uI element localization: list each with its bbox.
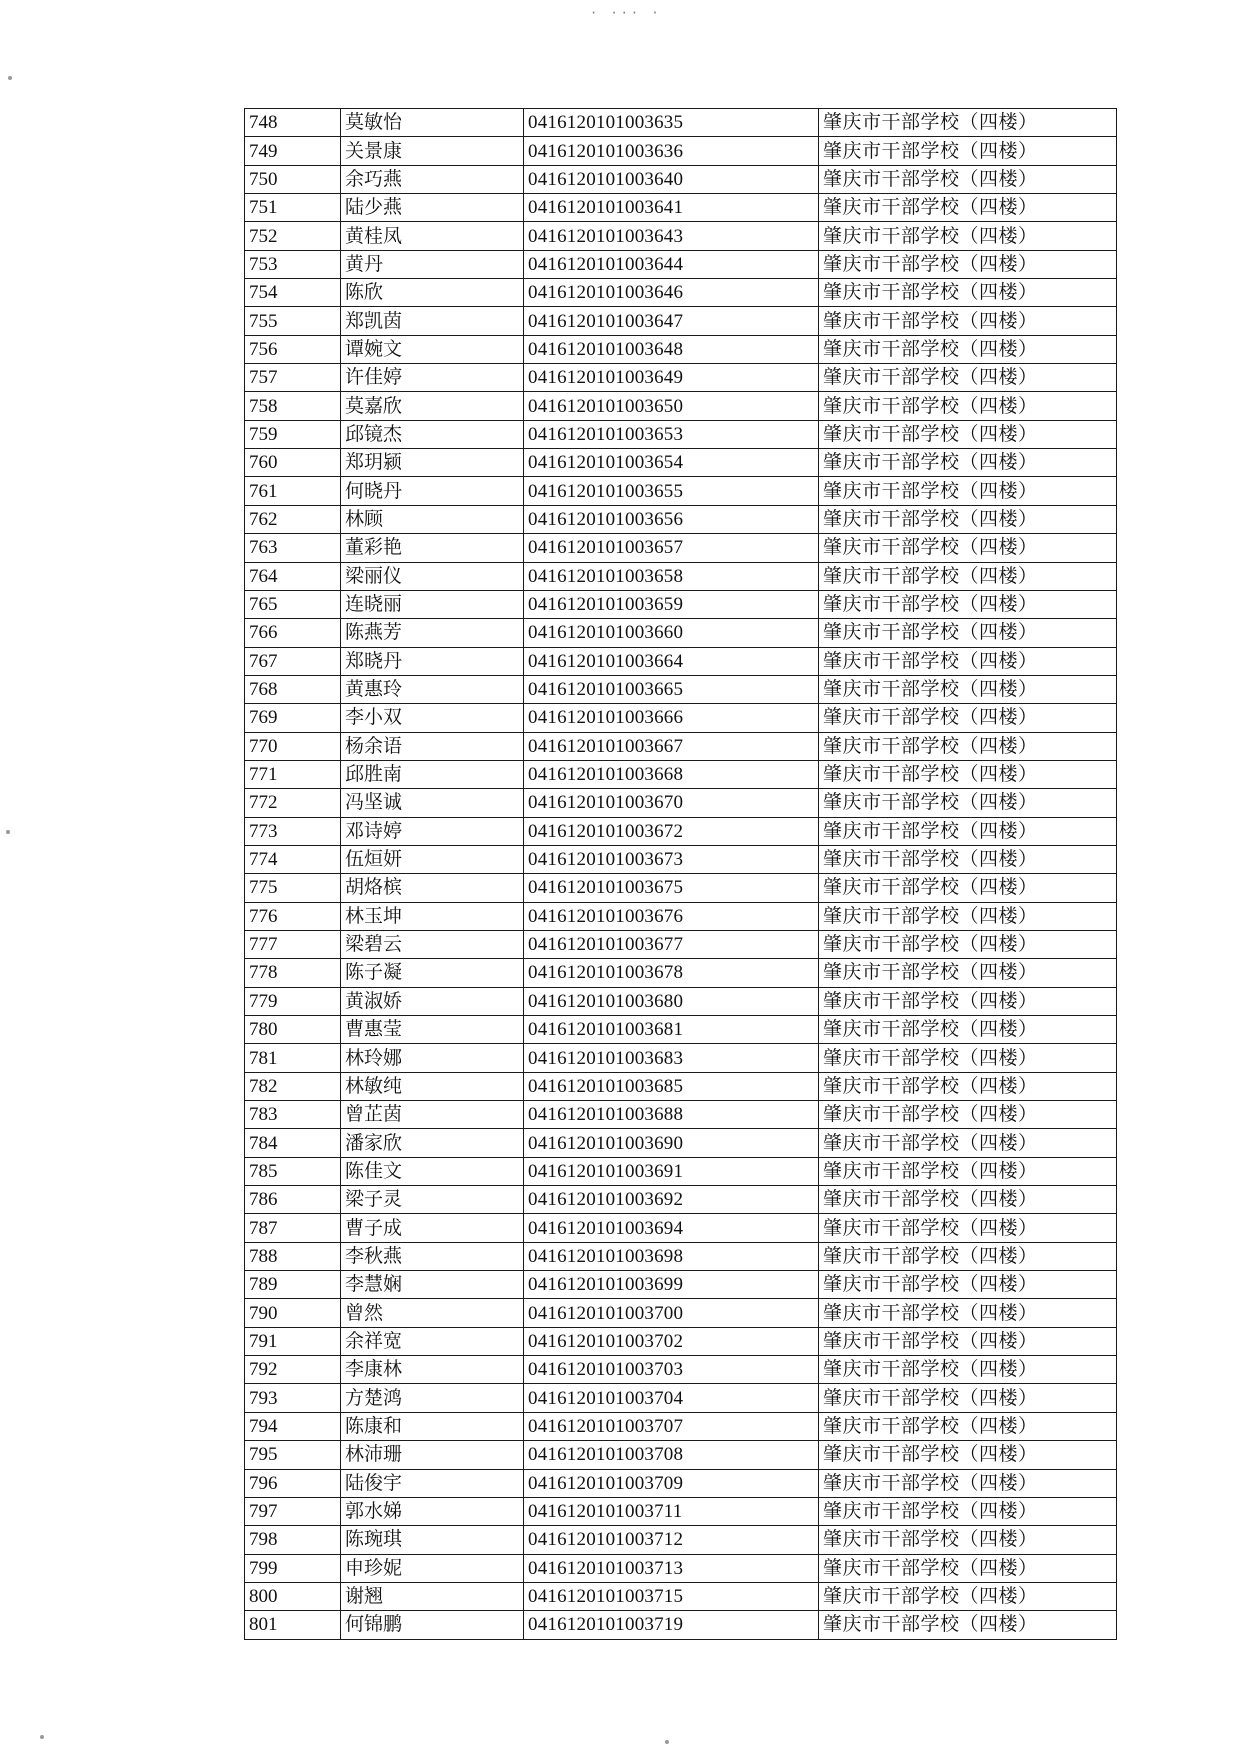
- exam-id: 0416120101003665: [524, 675, 819, 703]
- exam-id: 0416120101003657: [524, 534, 819, 562]
- table-row: [245, 1214, 1117, 1242]
- exam-id: 0416120101003654: [524, 449, 819, 477]
- candidate-name: 潘家欣: [341, 1129, 524, 1157]
- exam-site: 肇庆市干部学校（四楼）: [819, 930, 1117, 958]
- exam-site: 肇庆市干部学校（四楼）: [819, 590, 1117, 618]
- exam-id: 0416120101003664: [524, 647, 819, 675]
- row-number: 775: [245, 874, 341, 902]
- row-number: 788: [245, 1242, 341, 1270]
- candidate-name: 陆少燕: [341, 194, 524, 222]
- table-row: [245, 1186, 1117, 1214]
- table-row: [245, 222, 1117, 250]
- candidate-name: 郑玥颍: [341, 449, 524, 477]
- table-row: [245, 1611, 1117, 1639]
- row-number: 797: [245, 1497, 341, 1525]
- exam-site: 肇庆市干部学校（四楼）: [819, 194, 1117, 222]
- exam-id: 0416120101003667: [524, 732, 819, 760]
- exam-id: 0416120101003715: [524, 1582, 819, 1610]
- table-row: [245, 1242, 1117, 1270]
- exam-site: 肇庆市干部学校（四楼）: [819, 109, 1117, 137]
- exam-id: 0416120101003708: [524, 1441, 819, 1469]
- exam-id: 0416120101003673: [524, 845, 819, 873]
- candidate-name: 许佳婷: [341, 364, 524, 392]
- row-number: 758: [245, 392, 341, 420]
- exam-id: 0416120101003703: [524, 1356, 819, 1384]
- candidate-name: 冯坚诚: [341, 789, 524, 817]
- row-number: 764: [245, 562, 341, 590]
- table-row: [245, 1271, 1117, 1299]
- table-row: [245, 562, 1117, 590]
- exam-site: 肇庆市干部学校（四楼）: [819, 534, 1117, 562]
- exam-id: 0416120101003712: [524, 1526, 819, 1554]
- table-row: [245, 279, 1117, 307]
- exam-site: 肇庆市干部学校（四楼）: [819, 1554, 1117, 1582]
- scan-speck: [8, 76, 12, 80]
- exam-site: 肇庆市干部学校（四楼）: [819, 1611, 1117, 1639]
- table-row: [245, 137, 1117, 165]
- exam-site: 肇庆市干部学校（四楼）: [819, 1327, 1117, 1355]
- table-row: [245, 307, 1117, 335]
- row-number: 790: [245, 1299, 341, 1327]
- row-number: 796: [245, 1469, 341, 1497]
- exam-id: 0416120101003641: [524, 194, 819, 222]
- row-number: 759: [245, 420, 341, 448]
- table-row: [245, 1129, 1117, 1157]
- table-row: [245, 1327, 1117, 1355]
- exam-id: 0416120101003659: [524, 590, 819, 618]
- row-number: 767: [245, 647, 341, 675]
- candidate-name: 连晓丽: [341, 590, 524, 618]
- table-row: [245, 902, 1117, 930]
- candidate-name: 陈欣: [341, 279, 524, 307]
- exam-id: 0416120101003698: [524, 1242, 819, 1270]
- candidate-name: 梁丽仪: [341, 562, 524, 590]
- candidate-name: 曾然: [341, 1299, 524, 1327]
- candidate-name: 陆俊宇: [341, 1469, 524, 1497]
- candidate-name: 余祥宽: [341, 1327, 524, 1355]
- table-row: [245, 704, 1117, 732]
- exam-id: 0416120101003668: [524, 760, 819, 788]
- table-row: [245, 109, 1117, 137]
- row-number: 779: [245, 987, 341, 1015]
- candidate-name: 何锦鹏: [341, 1611, 524, 1639]
- exam-site: 肇庆市干部学校（四楼）: [819, 1271, 1117, 1299]
- row-number: 782: [245, 1072, 341, 1100]
- table-row: [245, 930, 1117, 958]
- exam-id: 0416120101003670: [524, 789, 819, 817]
- candidate-name: 谢翘: [341, 1582, 524, 1610]
- exam-site: 肇庆市干部学校（四楼）: [819, 1157, 1117, 1185]
- exam-id: 0416120101003690: [524, 1129, 819, 1157]
- row-number: 753: [245, 250, 341, 278]
- row-number: 773: [245, 817, 341, 845]
- candidate-name: 杨余语: [341, 732, 524, 760]
- exam-id: 0416120101003672: [524, 817, 819, 845]
- exam-site: 肇庆市干部学校（四楼）: [819, 704, 1117, 732]
- exam-site: 肇庆市干部学校（四楼）: [819, 1072, 1117, 1100]
- exam-site: 肇庆市干部学校（四楼）: [819, 760, 1117, 788]
- table-row: [245, 420, 1117, 448]
- row-number: 795: [245, 1441, 341, 1469]
- row-number: 792: [245, 1356, 341, 1384]
- exam-site: 肇庆市干部学校（四楼）: [819, 477, 1117, 505]
- exam-site: 肇庆市干部学校（四楼）: [819, 562, 1117, 590]
- row-number: 784: [245, 1129, 341, 1157]
- row-number: 772: [245, 789, 341, 817]
- candidate-name: 关景康: [341, 137, 524, 165]
- row-number: 748: [245, 109, 341, 137]
- exam-id: 0416120101003650: [524, 392, 819, 420]
- candidate-name: 林沛珊: [341, 1441, 524, 1469]
- exam-id: 0416120101003653: [524, 420, 819, 448]
- exam-site: 肇庆市干部学校（四楼）: [819, 335, 1117, 363]
- row-number: 757: [245, 364, 341, 392]
- table-row: [245, 647, 1117, 675]
- candidate-name: 林顾: [341, 505, 524, 533]
- exam-id: 0416120101003699: [524, 1271, 819, 1299]
- exam-site: 肇庆市干部学校（四楼）: [819, 1356, 1117, 1384]
- row-number: 754: [245, 279, 341, 307]
- candidate-name: 谭婉文: [341, 335, 524, 363]
- row-number: 762: [245, 505, 341, 533]
- exam-id: 0416120101003694: [524, 1214, 819, 1242]
- table-row: [245, 1441, 1117, 1469]
- exam-site: 肇庆市干部学校（四楼）: [819, 902, 1117, 930]
- candidate-name: 陈康和: [341, 1412, 524, 1440]
- table-row: [245, 534, 1117, 562]
- exam-site: 肇庆市干部学校（四楼）: [819, 420, 1117, 448]
- row-number: 789: [245, 1271, 341, 1299]
- table-row: [245, 1469, 1117, 1497]
- exam-id: 0416120101003677: [524, 930, 819, 958]
- row-number: 760: [245, 449, 341, 477]
- candidate-name: 林玲娜: [341, 1044, 524, 1072]
- exam-site: 肇庆市干部学校（四楼）: [819, 1044, 1117, 1072]
- table-row: [245, 392, 1117, 420]
- row-number: 770: [245, 732, 341, 760]
- exam-id: 0416120101003685: [524, 1072, 819, 1100]
- table-row: [245, 1016, 1117, 1044]
- exam-site: 肇庆市干部学校（四楼）: [819, 619, 1117, 647]
- candidate-name: 黄丹: [341, 250, 524, 278]
- exam-site: 肇庆市干部学校（四楼）: [819, 789, 1117, 817]
- table-row: [245, 1554, 1117, 1582]
- exam-site: 肇庆市干部学校（四楼）: [819, 364, 1117, 392]
- row-number: 751: [245, 194, 341, 222]
- candidate-name: 陈子凝: [341, 959, 524, 987]
- table-row: [245, 250, 1117, 278]
- candidate-name: 黄淑娇: [341, 987, 524, 1015]
- row-number: 800: [245, 1582, 341, 1610]
- row-number: 763: [245, 534, 341, 562]
- table-row: [245, 789, 1117, 817]
- table-row: [245, 959, 1117, 987]
- table-row: [245, 1526, 1117, 1554]
- exam-site: 肇庆市干部学校（四楼）: [819, 1242, 1117, 1270]
- table-row: [245, 1582, 1117, 1610]
- roster-body: [245, 109, 1117, 1640]
- table-row: [245, 1497, 1117, 1525]
- scan-speck: [665, 1740, 669, 1744]
- row-number: 750: [245, 165, 341, 193]
- row-number: 786: [245, 1186, 341, 1214]
- row-number: 766: [245, 619, 341, 647]
- candidate-name: 曹惠莹: [341, 1016, 524, 1044]
- exam-site: 肇庆市干部学校（四楼）: [819, 392, 1117, 420]
- table-row: [245, 1157, 1117, 1185]
- table-row: [245, 675, 1117, 703]
- exam-site: 肇庆市干部学校（四楼）: [819, 1526, 1117, 1554]
- exam-site: 肇庆市干部学校（四楼）: [819, 165, 1117, 193]
- candidate-name: 李秋燕: [341, 1242, 524, 1270]
- exam-id: 0416120101003711: [524, 1497, 819, 1525]
- exam-site: 肇庆市干部学校（四楼）: [819, 675, 1117, 703]
- candidate-name: 邓诗婷: [341, 817, 524, 845]
- exam-site: 肇庆市干部学校（四楼）: [819, 732, 1117, 760]
- table-row: [245, 1299, 1117, 1327]
- exam-id: 0416120101003683: [524, 1044, 819, 1072]
- row-number: 756: [245, 335, 341, 363]
- table-row: [245, 817, 1117, 845]
- exam-site: 肇庆市干部学校（四楼）: [819, 1412, 1117, 1440]
- row-number: 776: [245, 902, 341, 930]
- table-row: [245, 874, 1117, 902]
- table-row: [245, 1072, 1117, 1100]
- exam-id: 0416120101003649: [524, 364, 819, 392]
- exam-id: 0416120101003707: [524, 1412, 819, 1440]
- exam-id: 0416120101003691: [524, 1157, 819, 1185]
- exam-site: 肇庆市干部学校（四楼）: [819, 959, 1117, 987]
- exam-site: 肇庆市干部学校（四楼）: [819, 1441, 1117, 1469]
- table-row: [245, 505, 1117, 533]
- exam-id: 0416120101003678: [524, 959, 819, 987]
- table-row: [245, 1412, 1117, 1440]
- exam-site: 肇庆市干部学校（四楼）: [819, 987, 1117, 1015]
- candidate-name: 黄惠玲: [341, 675, 524, 703]
- exam-site: 肇庆市干部学校（四楼）: [819, 137, 1117, 165]
- exam-id: 0416120101003660: [524, 619, 819, 647]
- candidate-name: 董彩艳: [341, 534, 524, 562]
- candidate-name: 伍烜妍: [341, 845, 524, 873]
- candidate-name: 陈佳文: [341, 1157, 524, 1185]
- row-number: 769: [245, 704, 341, 732]
- row-number: 793: [245, 1384, 341, 1412]
- candidate-name: 郭水娣: [341, 1497, 524, 1525]
- exam-site: 肇庆市干部学校（四楼）: [819, 222, 1117, 250]
- exam-site: 肇庆市干部学校（四楼）: [819, 1582, 1117, 1610]
- candidate-name: 李慧娴: [341, 1271, 524, 1299]
- row-number: 761: [245, 477, 341, 505]
- row-number: 794: [245, 1412, 341, 1440]
- exam-id: 0416120101003640: [524, 165, 819, 193]
- candidate-name: 李康林: [341, 1356, 524, 1384]
- scan-speck: [40, 1735, 44, 1739]
- candidate-name: 陈琬琪: [341, 1526, 524, 1554]
- exam-id: 0416120101003719: [524, 1611, 819, 1639]
- exam-site: 肇庆市干部学校（四楼）: [819, 505, 1117, 533]
- candidate-name: 李小双: [341, 704, 524, 732]
- row-number: 777: [245, 930, 341, 958]
- exam-id: 0416120101003692: [524, 1186, 819, 1214]
- exam-id: 0416120101003688: [524, 1101, 819, 1129]
- table-row: [245, 1384, 1117, 1412]
- scan-artifact-top: · ··· ·: [590, 6, 662, 20]
- exam-id: 0416120101003681: [524, 1016, 819, 1044]
- exam-id: 0416120101003709: [524, 1469, 819, 1497]
- exam-id: 0416120101003655: [524, 477, 819, 505]
- exam-site: 肇庆市干部学校（四楼）: [819, 1016, 1117, 1044]
- candidate-name: 邱镜杰: [341, 420, 524, 448]
- row-number: 778: [245, 959, 341, 987]
- exam-roster-table: [244, 108, 1117, 1640]
- row-number: 780: [245, 1016, 341, 1044]
- row-number: 755: [245, 307, 341, 335]
- candidate-name: 申珍妮: [341, 1554, 524, 1582]
- exam-id: 0416120101003635: [524, 109, 819, 137]
- exam-site: 肇庆市干部学校（四楼）: [819, 449, 1117, 477]
- exam-site: 肇庆市干部学校（四楼）: [819, 1299, 1117, 1327]
- roster-page: [244, 108, 1116, 1640]
- scan-speck: [6, 830, 10, 834]
- row-number: 771: [245, 760, 341, 788]
- table-row: [245, 732, 1117, 760]
- exam-id: 0416120101003666: [524, 704, 819, 732]
- candidate-name: 梁子灵: [341, 1186, 524, 1214]
- exam-id: 0416120101003680: [524, 987, 819, 1015]
- exam-site: 肇庆市干部学校（四楼）: [819, 1214, 1117, 1242]
- exam-id: 0416120101003704: [524, 1384, 819, 1412]
- exam-id: 0416120101003675: [524, 874, 819, 902]
- table-row: [245, 335, 1117, 363]
- candidate-name: 黄桂凤: [341, 222, 524, 250]
- table-row: [245, 619, 1117, 647]
- candidate-name: 莫嘉欣: [341, 392, 524, 420]
- exam-site: 肇庆市干部学校（四楼）: [819, 874, 1117, 902]
- candidate-name: 方楚鸿: [341, 1384, 524, 1412]
- candidate-name: 邱胜南: [341, 760, 524, 788]
- row-number: 799: [245, 1554, 341, 1582]
- exam-site: 肇庆市干部学校（四楼）: [819, 817, 1117, 845]
- exam-site: 肇庆市干部学校（四楼）: [819, 647, 1117, 675]
- row-number: 801: [245, 1611, 341, 1639]
- table-row: [245, 165, 1117, 193]
- candidate-name: 陈燕芳: [341, 619, 524, 647]
- row-number: 787: [245, 1214, 341, 1242]
- table-row: [245, 760, 1117, 788]
- row-number: 774: [245, 845, 341, 873]
- row-number: 783: [245, 1101, 341, 1129]
- table-row: [245, 364, 1117, 392]
- row-number: 768: [245, 675, 341, 703]
- exam-id: 0416120101003643: [524, 222, 819, 250]
- row-number: 798: [245, 1526, 341, 1554]
- table-row: [245, 449, 1117, 477]
- table-row: [245, 1356, 1117, 1384]
- exam-id: 0416120101003644: [524, 250, 819, 278]
- candidate-name: 曹子成: [341, 1214, 524, 1242]
- candidate-name: 胡烙槟: [341, 874, 524, 902]
- exam-site: 肇庆市干部学校（四楼）: [819, 845, 1117, 873]
- row-number: 752: [245, 222, 341, 250]
- exam-id: 0416120101003658: [524, 562, 819, 590]
- row-number: 749: [245, 137, 341, 165]
- row-number: 765: [245, 590, 341, 618]
- candidate-name: 林敏纯: [341, 1072, 524, 1100]
- exam-site: 肇庆市干部学校（四楼）: [819, 1186, 1117, 1214]
- exam-site: 肇庆市干部学校（四楼）: [819, 250, 1117, 278]
- exam-id: 0416120101003648: [524, 335, 819, 363]
- exam-site: 肇庆市干部学校（四楼）: [819, 1129, 1117, 1157]
- table-row: [245, 987, 1117, 1015]
- exam-id: 0416120101003676: [524, 902, 819, 930]
- exam-site: 肇庆市干部学校（四楼）: [819, 1497, 1117, 1525]
- candidate-name: 林玉坤: [341, 902, 524, 930]
- exam-site: 肇庆市干部学校（四楼）: [819, 1101, 1117, 1129]
- candidate-name: 曾芷茵: [341, 1101, 524, 1129]
- exam-id: 0416120101003702: [524, 1327, 819, 1355]
- candidate-name: 郑晓丹: [341, 647, 524, 675]
- table-row: [245, 1101, 1117, 1129]
- exam-id: 0416120101003647: [524, 307, 819, 335]
- table-row: [245, 194, 1117, 222]
- candidate-name: 余巧燕: [341, 165, 524, 193]
- exam-site: 肇庆市干部学校（四楼）: [819, 307, 1117, 335]
- exam-site: 肇庆市干部学校（四楼）: [819, 1469, 1117, 1497]
- exam-id: 0416120101003646: [524, 279, 819, 307]
- row-number: 791: [245, 1327, 341, 1355]
- exam-id: 0416120101003713: [524, 1554, 819, 1582]
- exam-id: 0416120101003656: [524, 505, 819, 533]
- exam-site: 肇庆市干部学校（四楼）: [819, 279, 1117, 307]
- exam-id: 0416120101003636: [524, 137, 819, 165]
- exam-site: 肇庆市干部学校（四楼）: [819, 1384, 1117, 1412]
- candidate-name: 梁碧云: [341, 930, 524, 958]
- exam-id: 0416120101003700: [524, 1299, 819, 1327]
- row-number: 781: [245, 1044, 341, 1072]
- row-number: 785: [245, 1157, 341, 1185]
- candidate-name: 郑凯茵: [341, 307, 524, 335]
- table-row: [245, 845, 1117, 873]
- table-row: [245, 1044, 1117, 1072]
- table-row: [245, 590, 1117, 618]
- candidate-name: 莫敏怡: [341, 109, 524, 137]
- table-row: [245, 477, 1117, 505]
- candidate-name: 何晓丹: [341, 477, 524, 505]
